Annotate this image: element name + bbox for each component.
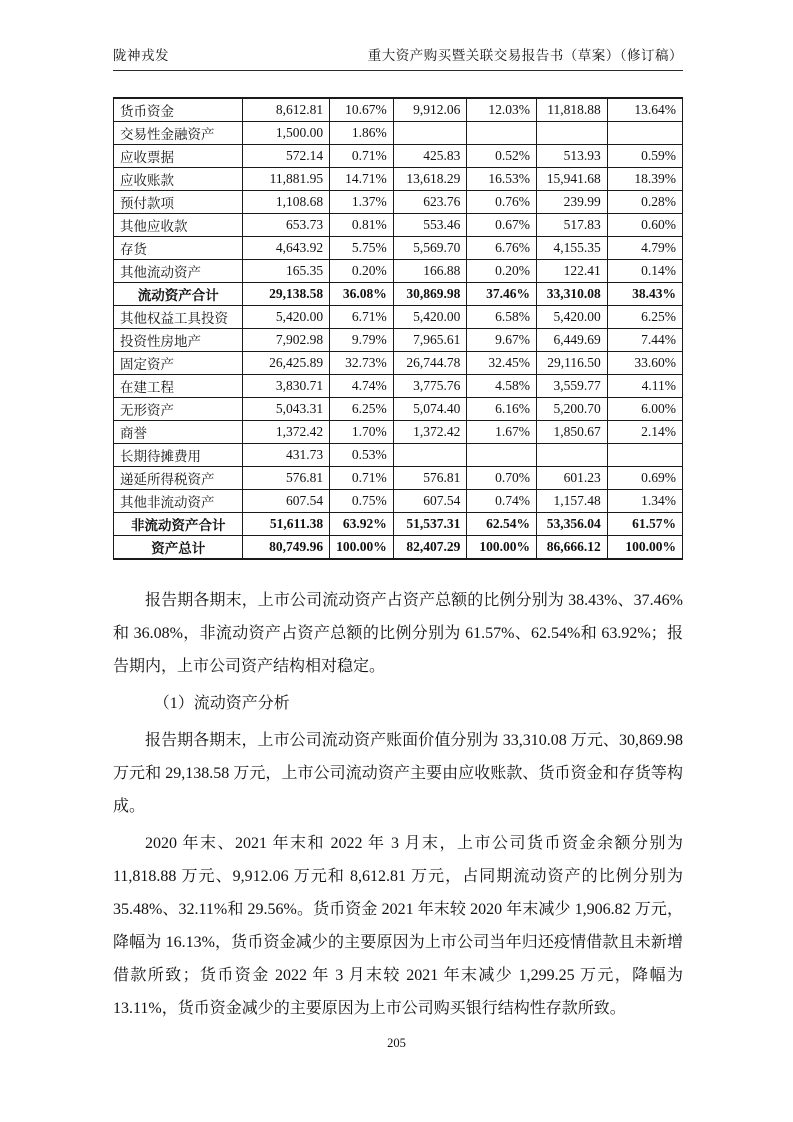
table-row xyxy=(114,168,683,191)
row-cell-value: 5.75% xyxy=(330,237,394,260)
row-cell-value: 5,569.70 xyxy=(393,237,467,260)
row-cell-value: 9.79% xyxy=(330,329,394,352)
row-cell-value xyxy=(607,444,682,467)
table-row xyxy=(114,214,683,237)
row-cell-value: 1,850.67 xyxy=(536,421,607,444)
row-cell-value: 4.74% xyxy=(330,375,394,398)
row-cell-value: 122.41 xyxy=(536,260,607,283)
table-row xyxy=(114,237,683,260)
row-cell-value: 80,749.96 xyxy=(243,536,330,560)
row-item-label: 固定资产 xyxy=(114,352,243,375)
row-cell-value xyxy=(467,444,537,467)
row-cell-value: 9,912.06 xyxy=(393,98,467,122)
table-row xyxy=(114,513,683,536)
asset-composition-table xyxy=(113,97,683,560)
row-cell-value: 14.71% xyxy=(330,168,394,191)
page-footer xyxy=(0,1036,793,1051)
row-item-label: 货币资金 xyxy=(114,98,243,122)
row-item-label: 商誉 xyxy=(114,421,243,444)
row-cell-value: 3,830.71 xyxy=(243,375,330,398)
row-cell-value: 8,612.81 xyxy=(243,98,330,122)
row-cell-value: 0.28% xyxy=(607,191,682,214)
paragraph-monetary-funds: 2020 年末、2021 年末和 2022 年 3 月末，上市公司货币资金余额分别为 11,818.88 万元、9,912.06 万元和 8,612.81 万元，占同期流动资产的比例分别为 35.48%、32.11%和 29.56%。货币资金 2021 年末较 2020 年末减少 1,906.82 万元，降幅为 16.13%，货币资金减少的主要原因为上市公司当年归还疫情借款且未新增借款所致；货币资金 2022 年 3 月末较 2021 年末减少 1,299.25 万元，降幅为 13.11%，货币资金减少的主要原因为上市公司购买银行结构性存款所致。 xyxy=(113,835,683,1017)
row-cell-value: 0.74% xyxy=(467,490,537,513)
running-header xyxy=(113,44,683,71)
row-cell-value: 6.25% xyxy=(607,306,682,329)
row-cell-value: 37.46% xyxy=(467,283,537,306)
row-cell-value: 607.54 xyxy=(243,490,330,513)
table-row xyxy=(114,398,683,421)
row-cell-value: 11,818.88 xyxy=(536,98,607,122)
row-cell-value: 0.60% xyxy=(607,214,682,237)
row-cell-value: 5,420.00 xyxy=(243,306,330,329)
row-item-label: 流动资产合计 xyxy=(114,283,243,306)
asset-table-body xyxy=(114,98,683,559)
page-number: 205 xyxy=(387,1036,406,1050)
row-cell-value: 6.71% xyxy=(330,306,394,329)
row-cell-value: 4.11% xyxy=(607,375,682,398)
row-cell-value xyxy=(607,122,682,145)
row-cell-value: 7.44% xyxy=(607,329,682,352)
row-cell-value: 1,157.48 xyxy=(536,490,607,513)
row-cell-value: 5,420.00 xyxy=(536,306,607,329)
row-cell-value: 53,356.04 xyxy=(536,513,607,536)
table-row xyxy=(114,467,683,490)
table-row xyxy=(114,444,683,467)
row-cell-value: 653.73 xyxy=(243,214,330,237)
row-cell-value xyxy=(393,444,467,467)
row-cell-value: 1.34% xyxy=(607,490,682,513)
row-cell-value: 10.67% xyxy=(330,98,394,122)
row-cell-value: 62.54% xyxy=(467,513,537,536)
row-cell-value: 82,407.29 xyxy=(393,536,467,560)
row-cell-value: 0.59% xyxy=(607,145,682,168)
row-cell-value: 9.67% xyxy=(467,329,537,352)
row-cell-value: 51,537.31 xyxy=(393,513,467,536)
table-row xyxy=(114,98,683,122)
row-cell-value: 576.81 xyxy=(243,467,330,490)
row-cell-value: 100.00% xyxy=(467,536,537,560)
row-item-label: 应收票据 xyxy=(114,145,243,168)
row-cell-value: 6.25% xyxy=(330,398,394,421)
row-item-label: 无形资产 xyxy=(114,398,243,421)
row-cell-value xyxy=(467,122,537,145)
row-cell-value: 3,775.76 xyxy=(393,375,467,398)
row-cell-value: 86,666.12 xyxy=(536,536,607,560)
row-cell-value: 0.70% xyxy=(467,467,537,490)
row-cell-value: 607.54 xyxy=(393,490,467,513)
row-cell-value: 1,500.00 xyxy=(243,122,330,145)
row-cell-value: 13.64% xyxy=(607,98,682,122)
row-cell-value: 0.52% xyxy=(467,145,537,168)
row-item-label: 其他流动资产 xyxy=(114,260,243,283)
row-cell-value: 100.00% xyxy=(330,536,394,560)
row-cell-value: 0.53% xyxy=(330,444,394,467)
row-cell-value xyxy=(536,122,607,145)
row-cell-value: 239.99 xyxy=(536,191,607,214)
row-cell-value: 3,559.77 xyxy=(536,375,607,398)
row-cell-value: 7,965.61 xyxy=(393,329,467,352)
row-item-label: 交易性金融资产 xyxy=(114,122,243,145)
row-cell-value xyxy=(393,122,467,145)
row-cell-value: 26,744.78 xyxy=(393,352,467,375)
table-row xyxy=(114,536,683,560)
row-item-label: 长期待摊费用 xyxy=(114,444,243,467)
row-cell-value: 12.03% xyxy=(467,98,537,122)
table-row xyxy=(114,260,683,283)
row-cell-value: 1.70% xyxy=(330,421,394,444)
row-cell-value: 517.83 xyxy=(536,214,607,237)
row-cell-value: 553.46 xyxy=(393,214,467,237)
row-cell-value: 2.14% xyxy=(607,421,682,444)
row-cell-value: 0.81% xyxy=(330,214,394,237)
row-cell-value: 11,881.95 xyxy=(243,168,330,191)
row-cell-value: 572.14 xyxy=(243,145,330,168)
row-cell-value: 15,941.68 xyxy=(536,168,607,191)
row-cell-value: 38.43% xyxy=(607,283,682,306)
row-cell-value: 0.67% xyxy=(467,214,537,237)
row-cell-value: 13,618.29 xyxy=(393,168,467,191)
row-cell-value: 7,902.98 xyxy=(243,329,330,352)
row-item-label: 应收账款 xyxy=(114,168,243,191)
row-cell-value: 0.75% xyxy=(330,490,394,513)
row-cell-value: 5,420.00 xyxy=(393,306,467,329)
row-cell-value: 63.92% xyxy=(330,513,394,536)
row-cell-value: 32.73% xyxy=(330,352,394,375)
row-cell-value: 1,108.68 xyxy=(243,191,330,214)
table-row xyxy=(114,490,683,513)
row-cell-value: 576.81 xyxy=(393,467,467,490)
row-item-label: 投资性房地产 xyxy=(114,329,243,352)
row-cell-value: 0.71% xyxy=(330,467,394,490)
row-cell-value: 0.14% xyxy=(607,260,682,283)
row-cell-value: 0.71% xyxy=(330,145,394,168)
row-cell-value: 6,449.69 xyxy=(536,329,607,352)
row-cell-value: 36.08% xyxy=(330,283,394,306)
paragraph-asset-structure: 报告期各期末，上市公司流动资产占资产总额的比例分别为 38.43%、37.46%和 36.08%，非流动资产占资产总额的比例分别为 61.57%、62.54%和 63.92%；报告期内，上市公司资产结构相对稳定。 xyxy=(113,592,683,675)
table-row xyxy=(114,375,683,398)
row-cell-value: 0.20% xyxy=(330,260,394,283)
paragraph-current-assets: 报告期各期末，上市公司流动资产账面价值分别为 33,310.08 万元、30,869.98 万元和 29,138.58 万元，上市公司流动资产主要由应收账款、货币资金和存货等构成。 xyxy=(113,732,683,815)
row-cell-value: 1,372.42 xyxy=(393,421,467,444)
row-item-label: 在建工程 xyxy=(114,375,243,398)
row-item-label: 预付款项 xyxy=(114,191,243,214)
row-cell-value: 1.86% xyxy=(330,122,394,145)
row-cell-value: 623.76 xyxy=(393,191,467,214)
header-report-title: 重大资产购买暨关联交易报告书（草案）（修订稿） xyxy=(367,48,683,63)
row-cell-value: 100.00% xyxy=(607,536,682,560)
table-row xyxy=(114,306,683,329)
row-cell-value: 165.35 xyxy=(243,260,330,283)
row-item-label: 递延所得税资产 xyxy=(114,467,243,490)
row-cell-value: 5,043.31 xyxy=(243,398,330,421)
row-item-label: 存货 xyxy=(114,237,243,260)
row-item-label: 资产总计 xyxy=(114,536,243,560)
row-cell-value: 29,116.50 xyxy=(536,352,607,375)
row-cell-value: 33.60% xyxy=(607,352,682,375)
row-cell-value: 0.20% xyxy=(467,260,537,283)
row-cell-value: 431.73 xyxy=(243,444,330,467)
row-cell-value: 6.00% xyxy=(607,398,682,421)
row-cell-value: 32.45% xyxy=(467,352,537,375)
row-cell-value: 0.69% xyxy=(607,467,682,490)
row-cell-value: 6.58% xyxy=(467,306,537,329)
table-row xyxy=(114,191,683,214)
row-item-label: 非流动资产合计 xyxy=(114,513,243,536)
row-cell-value: 6.76% xyxy=(467,237,537,260)
row-cell-value xyxy=(536,444,607,467)
row-cell-value: 1.67% xyxy=(467,421,537,444)
table-row xyxy=(114,329,683,352)
row-cell-value: 6.16% xyxy=(467,398,537,421)
row-cell-value: 16.53% xyxy=(467,168,537,191)
row-cell-value: 4,643.92 xyxy=(243,237,330,260)
row-cell-value: 1,372.42 xyxy=(243,421,330,444)
row-cell-value: 166.88 xyxy=(393,260,467,283)
row-cell-value: 30,869.98 xyxy=(393,283,467,306)
row-cell-value: 4.58% xyxy=(467,375,537,398)
header-company-name: 陇神戎发 xyxy=(113,48,169,63)
body-text xyxy=(113,584,683,1029)
row-item-label: 其他权益工具投资 xyxy=(114,306,243,329)
row-item-label: 其他非流动资产 xyxy=(114,490,243,513)
row-cell-value: 601.23 xyxy=(536,467,607,490)
table-row xyxy=(114,352,683,375)
row-cell-value: 4,155.35 xyxy=(536,237,607,260)
row-cell-value: 5,200.70 xyxy=(536,398,607,421)
row-cell-value: 61.57% xyxy=(607,513,682,536)
row-cell-value: 26,425.89 xyxy=(243,352,330,375)
row-cell-value: 29,138.58 xyxy=(243,283,330,306)
table-row xyxy=(114,145,683,168)
row-cell-value: 33,310.08 xyxy=(536,283,607,306)
row-cell-value: 4.79% xyxy=(607,237,682,260)
row-cell-value: 5,074.40 xyxy=(393,398,467,421)
row-cell-value: 513.93 xyxy=(536,145,607,168)
row-item-label: 其他应收款 xyxy=(114,214,243,237)
row-cell-value: 1.37% xyxy=(330,191,394,214)
row-cell-value: 0.76% xyxy=(467,191,537,214)
row-cell-value: 51,611.38 xyxy=(243,513,330,536)
row-cell-value: 18.39% xyxy=(607,168,682,191)
row-cell-value: 425.83 xyxy=(393,145,467,168)
section-heading-current-assets: （1）流动资产分析 xyxy=(153,695,290,712)
table-row xyxy=(114,122,683,145)
table-row xyxy=(114,421,683,444)
table-row xyxy=(114,283,683,306)
